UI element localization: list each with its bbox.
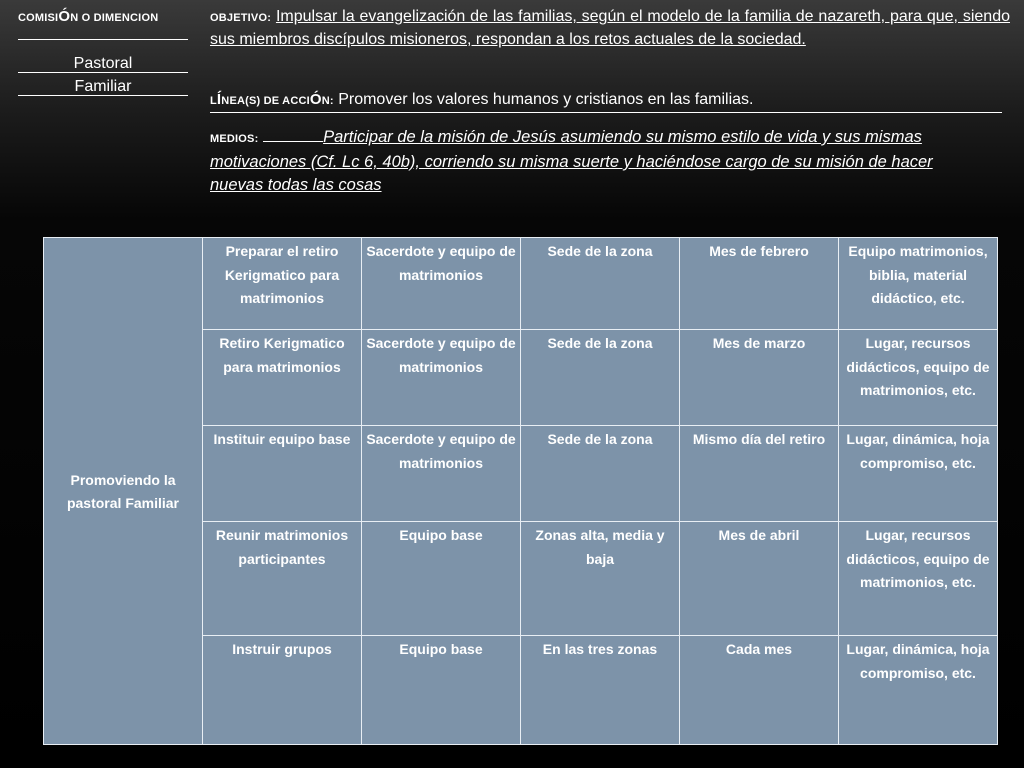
medios-label: MEDIOS: <box>210 133 259 145</box>
actividad-cell: Reunir matrimonios participantes <box>203 522 362 636</box>
recursos-cell: Lugar, dinámica, hoja compromiso, etc. <box>839 636 998 745</box>
actividad-cell: Preparar el retiro Kerigmatico para matrimonios <box>203 238 362 330</box>
table-row <box>44 238 998 330</box>
actividad-cell: Instruir grupos <box>203 636 362 745</box>
comision-section <box>18 8 198 96</box>
lugar-cell: En las tres zonas <box>521 636 680 745</box>
recursos-cell: Equipo matrimonios, biblia, material didáctico, etc. <box>839 238 998 330</box>
tiempo-cell: Mes de marzo <box>680 330 839 426</box>
comision-value-line1: Pastoral <box>18 56 188 73</box>
recursos-cell: Lugar, recursos didácticos, equipo de matrimonios, etc. <box>839 330 998 426</box>
recursos-cell: Lugar, dinámica, hoja compromiso, etc. <box>839 426 998 522</box>
comision-label: COMISIÓN O DIMENCION <box>18 8 159 25</box>
actividad-cell: Retiro Kerigmatico para matrimonios <box>203 330 362 426</box>
lugar-cell: Zonas alta, media y baja <box>521 522 680 636</box>
lugar-cell: Sede de la zona <box>521 426 680 522</box>
comision-value-line2: Familiar <box>18 79 188 96</box>
responsables-cell: Sacerdote y equipo de matrimonios <box>362 330 521 426</box>
actividad-cell: Instituir equipo base <box>203 426 362 522</box>
responsables-cell: Sacerdote y equipo de matrimonios <box>362 426 521 522</box>
plan-table <box>43 237 998 745</box>
lugar-cell: Sede de la zona <box>521 238 680 330</box>
medios-text: Participar de la misión de Jesús asumiendo su mismo estilo de vida y sus mismas motivaciones (Cf. Lc 6, 40b), corriendo su misma suerte y haciéndose cargo de su misión de hacer nuevas todas las cosas <box>210 128 933 194</box>
objetivo-section <box>210 6 1010 51</box>
linea-text: Promover los valores humanos y cristianos en las familias. <box>338 91 754 108</box>
tiempo-cell: Mismo día del retiro <box>680 426 839 522</box>
tiempo-cell: Cada mes <box>680 636 839 745</box>
objetivo-label: OBJETIVO: <box>210 12 272 24</box>
recursos-cell: Lugar, recursos didácticos, equipo de matrimonios, etc. <box>839 522 998 636</box>
responsables-cell: Sacerdote y equipo de matrimonios <box>362 238 521 330</box>
tiempo-cell: Mes de febrero <box>680 238 839 330</box>
linea-label: LÍNEA(S) DE ACCIÓN: <box>210 91 334 108</box>
objetivo-text: Impulsar la evangelización de las familias, según el modelo de la familia de nazareth, para que, siendo sus miembros discípulos misioneros, respondan a los retos actuales de la sociedad. <box>210 8 1010 48</box>
responsables-cell: Equipo base <box>362 522 521 636</box>
lugar-cell: Sede de la zona <box>521 330 680 426</box>
group-label-cell: Promoviendo la pastoral Familiar <box>44 238 203 745</box>
linea-section <box>210 89 1002 113</box>
responsables-cell: Equipo base <box>362 636 521 745</box>
medios-section <box>210 126 990 197</box>
comision-blank-line <box>18 39 188 40</box>
tiempo-cell: Mes de abril <box>680 522 839 636</box>
